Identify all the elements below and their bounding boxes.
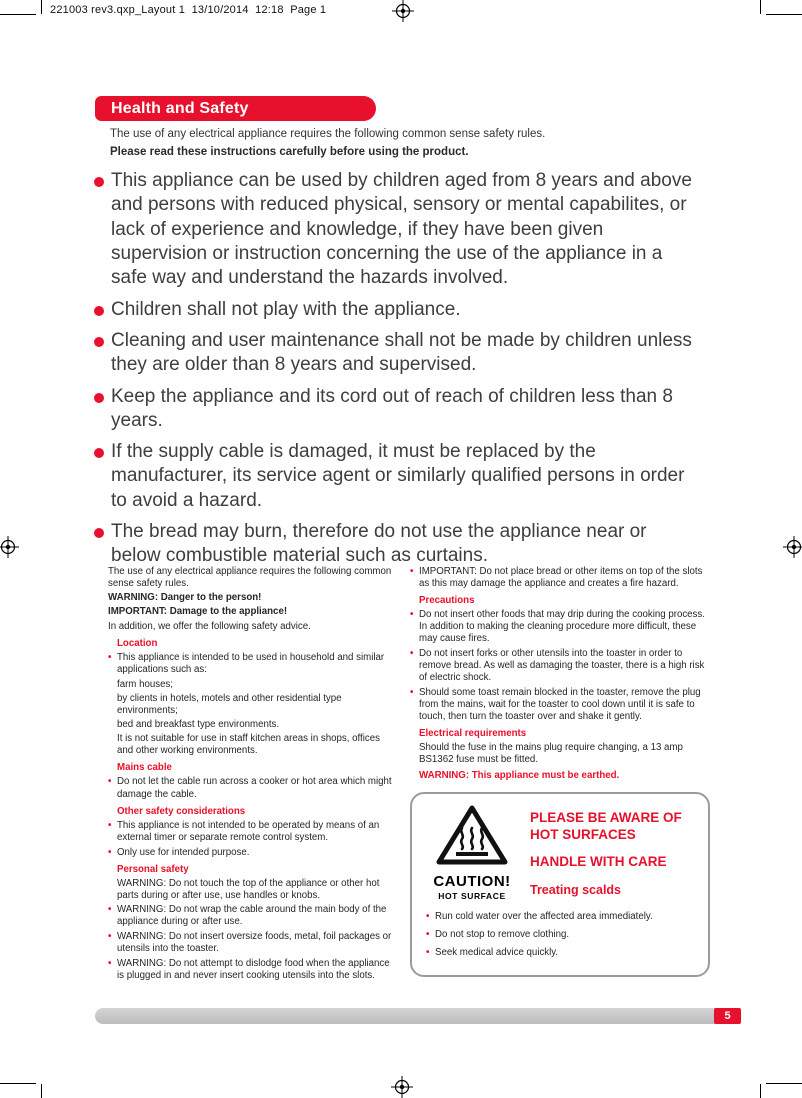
paragraph: The use of any electrical appliance requires the following common sense safety rules. [108,566,392,590]
bullet-item [410,566,710,590]
crop-mark [766,14,802,15]
bullet-item [108,652,396,676]
page-number: 5 [724,1010,731,1022]
warning-earthed-line: WARNING: This appliance must be earthed. [419,770,620,782]
bullet-item [410,687,710,723]
bullet-item [426,947,696,959]
bullet-icon: • [108,776,112,788]
intro-text [110,126,545,162]
crop-mark [766,1083,802,1084]
subsection-heading: Mains cable [117,762,172,774]
hot-box-bullet-list [426,911,696,959]
bullet-icon [94,393,104,403]
bullet-item [426,911,696,923]
subsection-heading: Precautions [419,595,475,607]
safety-bullet-text: If the supply cable is damaged, it must be replaced by the manufacturer, its service agent or similarly qualified persons in order to avoid a hazard. [111,441,685,511]
crop-mark [0,1083,36,1084]
registration-mark-icon [783,536,802,563]
safety-bullet-item [94,298,698,322]
bullet-text: This appliance is not intended to be operated by means of an external timer or separate remote control system. [117,819,380,843]
registration-mark-icon [0,536,19,563]
page-number-badge [714,1008,741,1024]
bullet-icon [94,448,104,458]
safety-bullet-text: Cleaning and user maintenance shall not be made by children unless they are older than 8 years and supervised. [111,329,692,376]
bullet-text: This appliance is intended to be used in household and similar applications such as: [117,652,385,676]
safety-bullet-item [94,169,698,291]
bullet-item [410,609,710,645]
bullet-icon: • [108,846,112,858]
hot-surface-label: HOT SURFACE [438,891,506,902]
safety-bullet-text: The bread may burn, therefore do not use the appliance near or below combustible material such as curtains. [111,521,647,567]
registration-mark-icon [391,1076,413,1098]
bullet-icon: • [426,946,430,958]
bullet-icon [94,306,104,316]
hot-surface-icon [435,860,509,871]
crop-mark [41,0,42,14]
bullet-item [108,776,396,800]
important-line: IMPORTANT: Damage to the appliance! [108,606,288,618]
bullet-text: Do not let the cable run across a cooker or hot area which might damage the cable. [117,776,392,800]
hot-surface-box-text [530,804,702,899]
sub-line: bed and breakfast type environments. [117,719,280,731]
section-banner [95,96,376,121]
paragraph: In addition, we offer the following safety advice. [108,621,311,633]
bullet-text: Seek medical advice quickly. [435,946,559,958]
safety-bullet-list [94,169,698,576]
sub-line: WARNING: Do not touch the top of the appliance or other hot parts during or after use, use handles or knobs. [117,877,380,901]
page-title: Health and Safety [111,99,249,117]
bullet-icon [94,177,104,187]
bullet-item [410,648,710,684]
bullet-icon: • [426,928,430,940]
bullet-item [108,820,396,844]
hot-box-heading-aware: PLEASE BE AWARE OF HOT SURFACES [530,809,682,843]
sub-line: by clients in hotels, motels and other residential type environments; [117,693,342,717]
bullet-text: Run cold water over the affected area immediately. [435,910,653,922]
intro-line-2: Please read these instructions carefully before using the product. [110,145,469,158]
bullet-icon: • [108,819,112,831]
bullet-text: WARNING: Do not attempt to dislodge food when the appliance is plugged in and never insert cooking utensils into the slots. [117,957,390,981]
bullet-item [108,847,396,859]
safety-bullet-item [94,329,698,378]
warning-line: WARNING: Danger to the person! [108,592,262,604]
bullet-icon [94,337,104,347]
bullet-icon: • [426,910,430,922]
bullet-item [108,958,396,982]
subsection-heading: Other safety considerations [117,805,246,817]
bullet-text: Should some toast remain blocked in the toaster, remove the plug from the mains, wait for the toaster to cool down until it is safe to touch, then turn the toaster over and shake it gently. [419,687,701,723]
bullet-text: Do not stop to remove clothing. [435,928,570,940]
crop-mark [41,1084,42,1098]
bullet-icon: • [108,652,112,664]
bullet-icon: • [108,903,112,915]
bullet-icon: • [108,930,112,942]
hot-box-heading-handle: HANDLE WITH CARE [530,853,667,869]
sub-line: Should the fuse in the mains plug require changing, a 13 amp BS1362 fuse must be fitted. [419,742,683,766]
crop-mark [760,1084,761,1098]
bullet-text: Do not insert forks or other utensils into the toaster in order to remove bread. As well as damaging the toaster, there is a high risk of electric shock. [419,648,705,684]
safety-bullet-item [94,520,698,569]
small-print-left-column [108,566,396,985]
small-print-section [108,566,710,985]
bullet-text: IMPORTANT: Do not place bread or other items on top of the slots as this may damage the appliance and creates a fire hazard. [419,566,703,590]
bullet-item [108,931,396,955]
registration-mark-icon [392,0,414,27]
subsection-heading: Location [117,638,158,650]
bullet-icon: • [410,687,414,699]
intro-line-1: The use of any electrical appliance requires the following common sense safety rules. [110,128,546,140]
safety-bullet-text: This appliance can be used by children aged from 8 years and above and persons with reduced physical, sensory or mental capabilites, or lack of experience and knowledge, if they have been given supervision or instruction concerning the use of the appliance in a safe way and understand the hazards involved. [111,170,692,289]
crop-mark [0,14,36,15]
bullet-icon [94,528,104,538]
bullet-text: WARNING: Do not wrap the cable around the main body of the appliance during or after use. [117,903,387,927]
bullet-text: Only use for intended purpose. [117,846,250,858]
subsection-heading: Electrical requirements [419,728,527,740]
bullet-icon: • [410,609,414,621]
hot-box-heading-scalds: Treating scalds [530,883,622,898]
sub-line: It is not suitable for use in staff kitchen areas in shops, offices and other working environments. [117,733,380,757]
hot-surface-box-top [426,804,696,902]
small-print-right-column [410,566,710,985]
safety-bullet-item [94,440,698,513]
bullet-text: Do not insert other foods that may drip during the cooking process. In addition to making the cleaning procedure more difficult, these may cause fires. [419,609,705,645]
hot-surface-icon-block [426,804,518,902]
caution-label: CAUTION! [433,872,511,890]
bullet-icon: • [410,566,414,577]
bullet-icon: • [108,957,112,969]
footer-bar [95,1008,741,1024]
safety-bullet-text: Children shall not play with the appliance. [111,298,461,320]
safety-bullet-item [94,385,698,434]
safety-bullet-text: Keep the appliance and its cord out of reach of children less than 8 years. [111,385,673,431]
print-slug: 221003 rev3.qxp_Layout 1 13/10/2014 12:18 Page 1 [50,4,327,16]
sub-line: farm houses; [117,679,173,691]
bullet-item [108,904,396,928]
bullet-text: WARNING: Do not insert oversize foods, metal, foil packages or utensils into the toaster. [117,930,392,954]
bullet-item [426,929,696,941]
subsection-heading: Personal safety [117,863,189,875]
hot-surface-box [410,792,710,977]
bullet-icon: • [410,648,414,660]
crop-mark [760,0,761,14]
